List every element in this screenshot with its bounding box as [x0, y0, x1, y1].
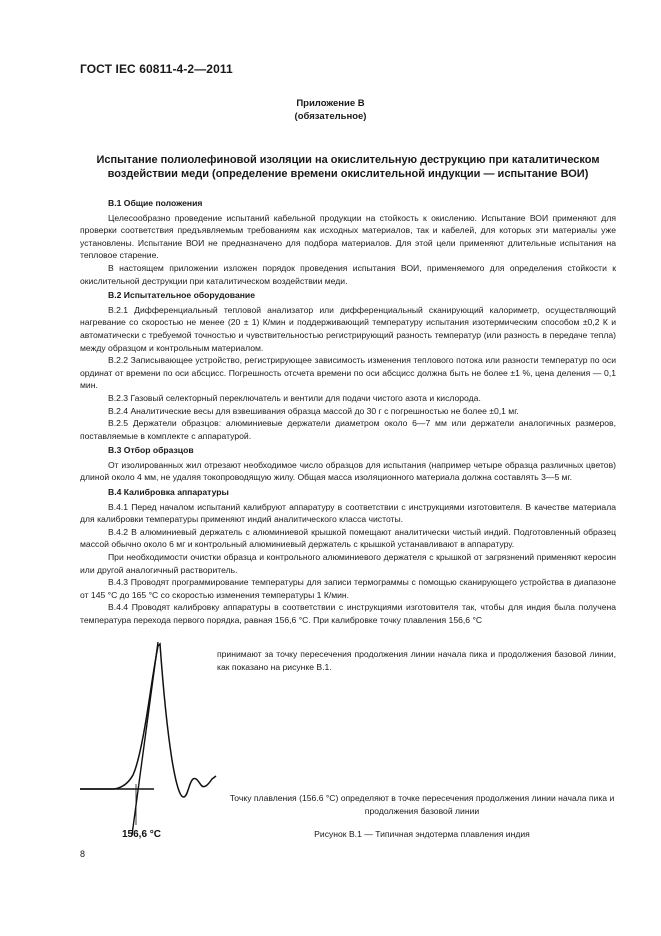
page-number: 8 — [80, 849, 86, 859]
paragraph: При необходимости очистки образца и контрольного алюминиевого держателя с крышкой от загрязнений применяют керосин или другой аналогичный растворитель. — [80, 552, 616, 575]
title-line-2: воздействии меди (определение времени окислительной индукции — испытание ВОИ) — [107, 168, 589, 180]
paragraph: В настоящем приложении изложен порядок проведения испытания ВОИ, применяемого для определения стойкости к окислительной деструкции при каталитическом воздействии меди. — [80, 262, 616, 286]
document-body — [80, 195, 616, 627]
section-heading-b3: В.3 Отбор образцов — [108, 445, 194, 456]
paragraph: В.2.3 Газовый селекторный переключатель и вентили для подачи чистого азота и кислорода. — [108, 392, 481, 403]
figure-caption: Рисунок В.1 — Типичная эндотерма плавления индия — [314, 829, 530, 839]
page-title — [80, 153, 616, 181]
paragraph: В.4.3 Проводят программирование температуры для записи термограммы с помощью сканирующего устройства в диапазоне от 145 °С до 165 °С со скоростью изменения температуры 1 К/мин. — [80, 577, 616, 600]
paragraph: В.2.5 Держатели образцов: алюминиевые держатели диаметром около 6—7 мм или держатели аналогичных размеров, поставляемые в комплекте с аппаратурой. — [80, 418, 616, 441]
document-code: ГОСТ IEC 60811-4-2—2011 — [80, 62, 233, 76]
section-heading-b2: В.2 Испытательное оборудование — [108, 290, 255, 301]
endotherm-curve-diagram — [74, 632, 224, 847]
appendix-status: (обязательное) — [294, 111, 367, 122]
paragraph: Целесообразно проведение испытаний кабельной продукции на стойкость к окислению. Испытание ВОИ применяют для проверки соответствия предъявляемым требованиям как исходных материалов, так и кабелей, для которых эти материалы уже установлены. Испытание ВОИ не предназначено для подбора материалов. Для этой цели применяют длительные испытания на тепловое старение. — [80, 212, 616, 261]
melting-point-label: 156,6 °C — [122, 829, 162, 840]
paragraph: В.2.2 Записывающее устройство, регистрирующее зависимость изменения теплового потока или разности температур по оси ординат от времени по оси абсцисс. Погрешность отсчета времени по оси абсцисс должна быть не более ±1 %, цена деления — 0,1 мин. — [80, 355, 616, 391]
title-line-1: Испытание полиолефиновой изоляции на окислительную деструкцию при каталитическом — [96, 154, 600, 166]
paragraph: В.2.4 Аналитические весы для взвешивания образца массой до 30 г с погрешностью не более ±0,1 мг. — [108, 405, 519, 416]
figure-note: Точку плавления (156.6 °С) определяют в точке пересечения продолжения линии начала пика и продолжения базовой линии — [229, 793, 615, 816]
paragraph: В.2.1 Дифференциальный тепловой анализатор или дифференциальный сканирующий калориметр, осуществляющий нагревание со скоростью не менее (20 ± 1) К/мин и поддерживающий температуру испытания изотермическим способом ±0,2 К и автоматически с требуемой точностью и чувствительностью регистрирующий разность температур (или разность в передаче тепла) между образцом и контрольным материалом. — [80, 304, 616, 353]
section-heading-b4: В.4 Калибровка аппаратуры — [108, 487, 229, 498]
paragraph: От изолированных жил отрезают необходимое число образцов для испытания (например четыре образца различных цветов) длиной около 4 мм, не удаляя токопроводящую жилу. Общая масса изоляционного материала должна составлять 3—5 мг. — [80, 459, 616, 483]
section-heading-b1: В.1 Общие положения — [108, 198, 203, 208]
paragraph: В.4.4 Проводят калибровку аппаратуры в соответствии с инструкциями изготовителя так, чтобы для индия была получена температура перехода первого порядка, равная 156,6 °С. При калибровке точку плавления 156,6 °С — [80, 602, 616, 625]
figure-indium-endotherm — [74, 632, 224, 847]
paragraph-continuation: принимают за точку пересечения продолжения линии начала пика и продолжения базовой линии, как показано на рисунке В.1. — [217, 649, 616, 672]
paragraph: В.4.2 В алюминиевый держатель с алюминиевой крышкой помещают аналитически чистый индий. Подготовленный образец массой обычно около 6 мг и контрольный алюминиевый держатель с крышкой устанавливают в аппаратуру. — [80, 526, 616, 550]
paragraph: В.4.1 Перед началом испытаний калибруют аппаратуру в соответствии с инструкциями изготовителя. В качестве материала для калибровки температуры применяют индий аналитического класса чистоты. — [80, 501, 616, 525]
appendix-label: Приложение В — [296, 98, 365, 109]
